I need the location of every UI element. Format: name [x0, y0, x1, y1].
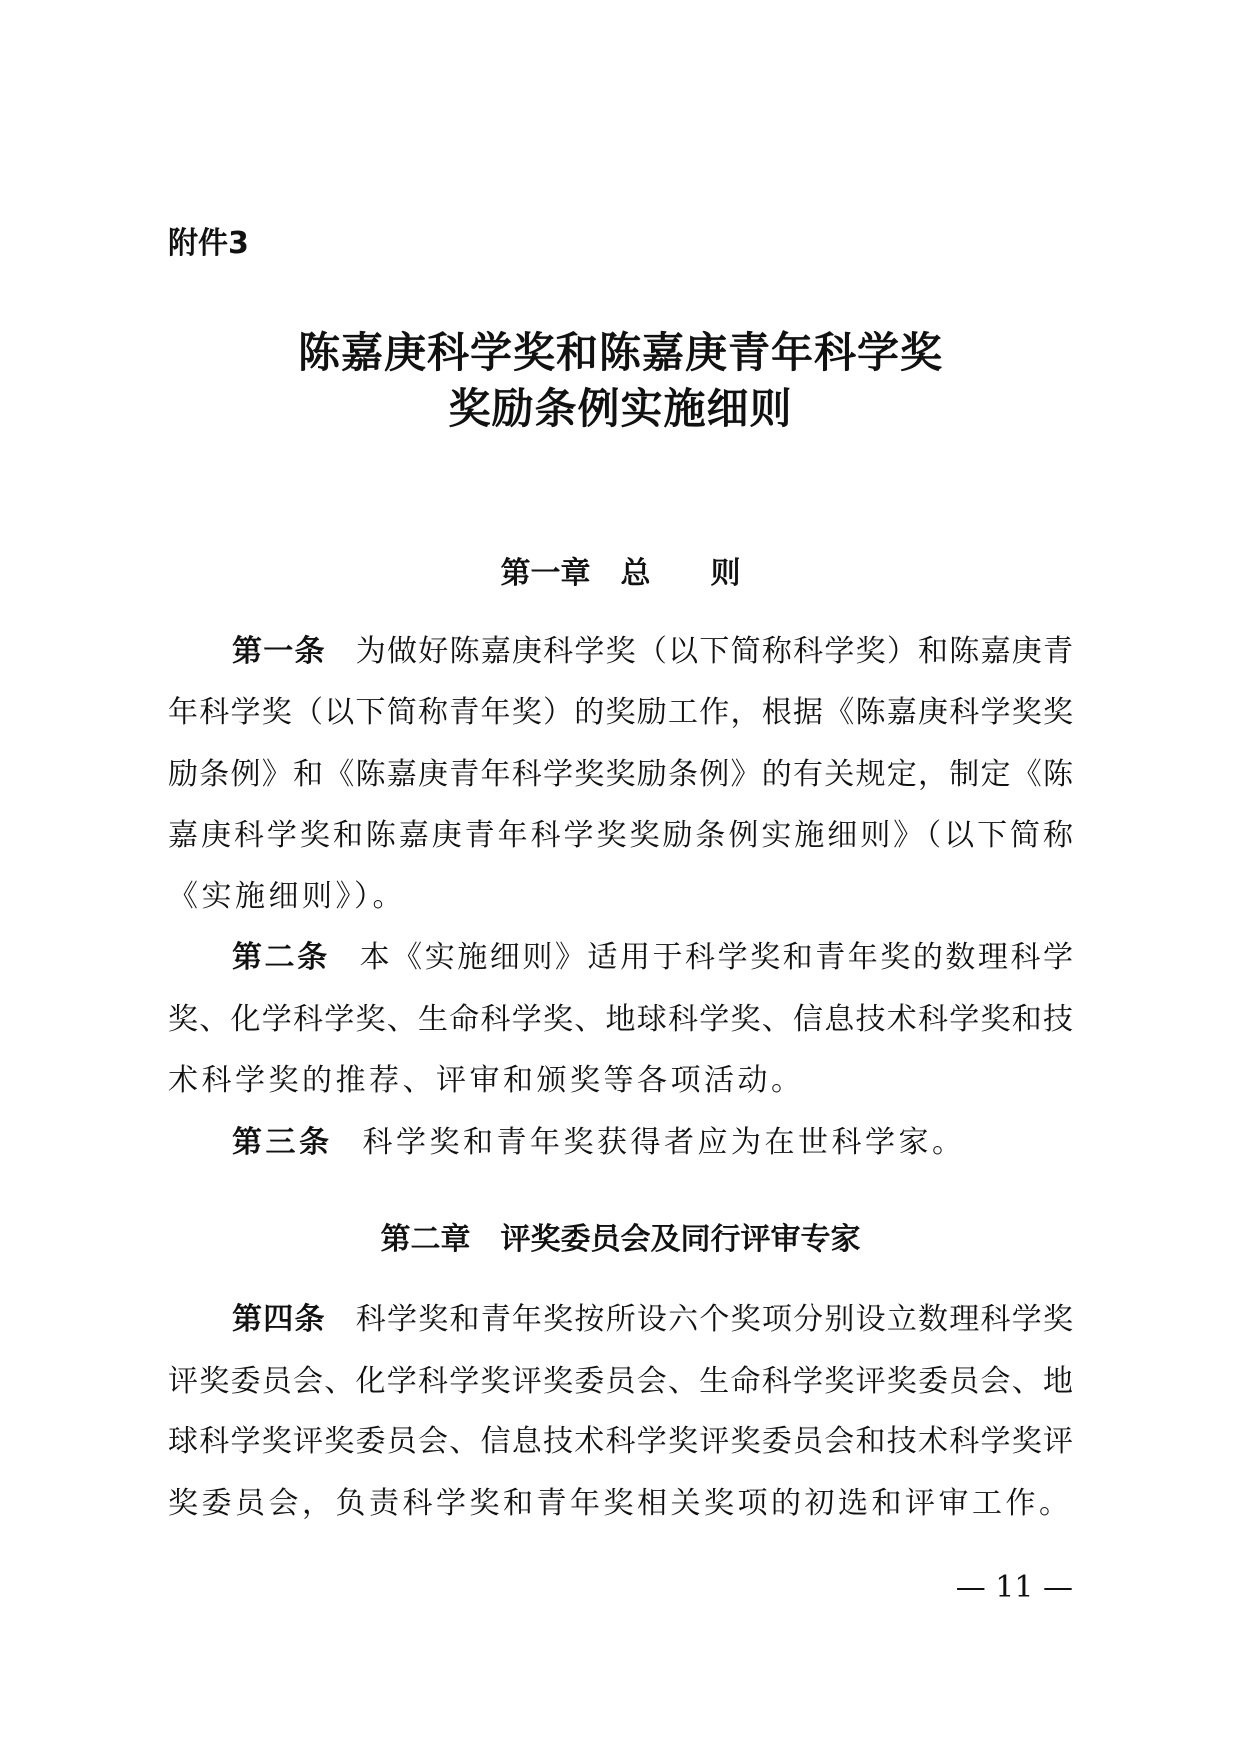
article-1-line: 《实施细则》）。: [168, 879, 406, 914]
chapter-2-heading: 第二章 评奖委员会及同行评审专家: [380, 1222, 861, 1257]
article-3-line: [168, 1123, 1073, 1163]
article-2-line: 奖、化学科学奖、生命科学奖、地球科学奖、信息技术科学奖和技: [168, 1002, 1073, 1037]
article-2-line: 术科学奖的推荐、评审和颁奖等各项活动。: [168, 1063, 805, 1098]
article-text: 为做好陈嘉庚科学奖（以下简称科学奖）和陈嘉庚青: [355, 634, 1074, 669]
article-4-line: 评奖委员会、化学科学奖评奖委员会、生命科学奖评奖委员会、地: [168, 1364, 1073, 1399]
article-1-line: 嘉庚科学奖和陈嘉庚青年科学奖奖励条例实施细则》（以下简称: [168, 818, 1073, 853]
article-label: 第二条: [232, 940, 330, 975]
page-number: — 11 —: [955, 1570, 1073, 1605]
document-title-line-2: 奖励条例实施细则: [448, 384, 793, 433]
article-2-line: [168, 938, 1073, 978]
article-text: 科学奖和青年奖获得者应为在世科学家。: [362, 1125, 966, 1160]
article-text: 本《实施细则》适用于科学奖和青年奖的数理科学: [359, 940, 1073, 975]
article-1-line: 年科学奖（以下简称青年奖）的奖励工作，根据《陈嘉庚科学奖奖: [168, 695, 1073, 730]
article-4-line: 球科学奖评奖委员会、信息技术科学奖评奖委员会和技术科学奖评: [168, 1424, 1073, 1459]
article-label: 第三条: [232, 1125, 333, 1160]
article-1-line: [168, 632, 1073, 672]
chapter-1-heading: 第一章 总 则: [500, 556, 741, 591]
article-4-line: [168, 1300, 1073, 1340]
attachment-label: 附件3: [168, 226, 249, 261]
article-1-line: 励条例》和《陈嘉庚青年科学奖奖励条例》的有关规定，制定《陈: [168, 757, 1073, 792]
article-text: 科学奖和青年奖按所设六个奖项分别设立数理科学奖: [355, 1302, 1074, 1337]
article-label: 第一条: [232, 634, 326, 669]
document-title-line-1: 陈嘉庚科学奖和陈嘉庚青年科学奖: [297, 328, 943, 377]
article-label: 第四条: [232, 1302, 326, 1337]
article-4-line: 奖委员会，负责科学奖和青年奖相关奖项的初选和评审工作。: [168, 1486, 1073, 1521]
